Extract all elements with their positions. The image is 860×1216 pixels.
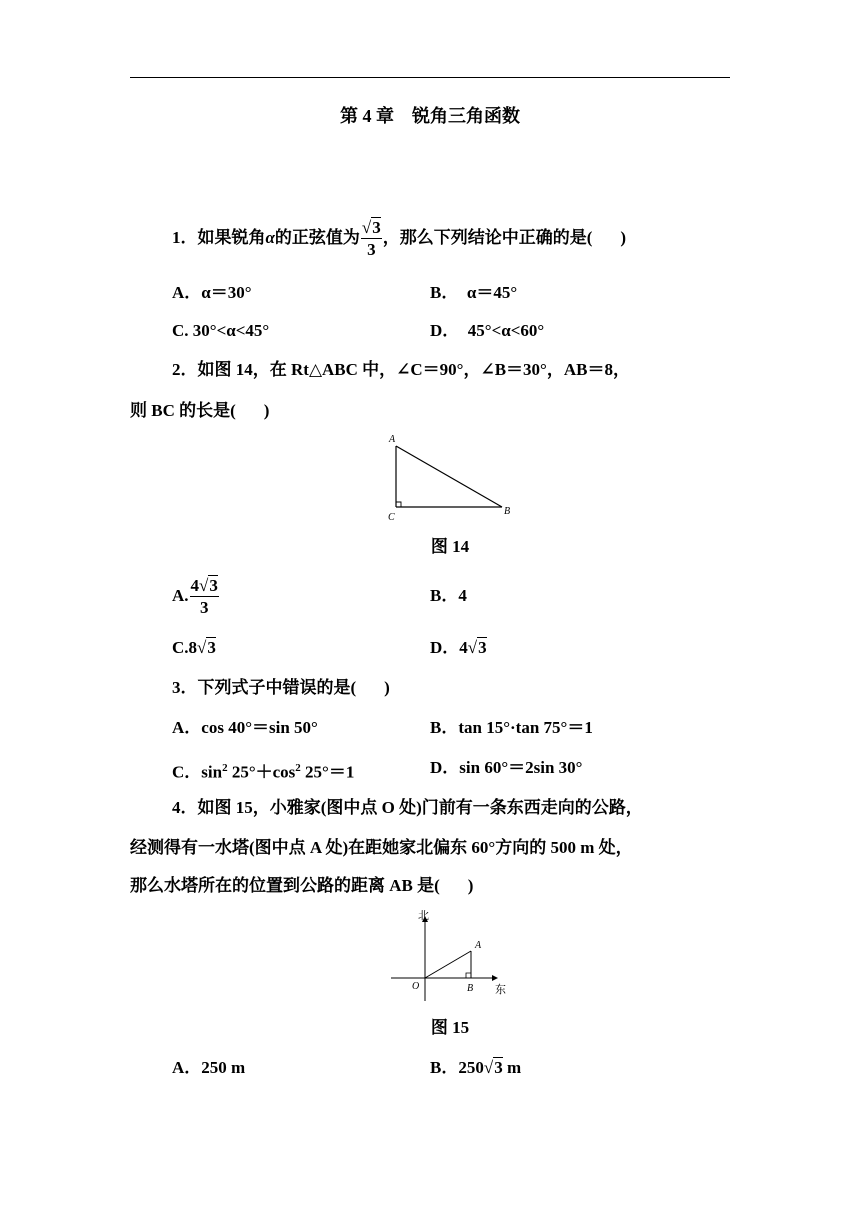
q4-close: ): [467, 876, 474, 895]
fig14-right-angle-mark: [396, 502, 401, 507]
q1-alpha: α: [265, 228, 275, 247]
figure-14: [380, 428, 520, 528]
q1-frac-numerator: [361, 218, 382, 239]
q4-line2: 经测得有一水塔(图中点 A 处)在距她家北偏东 60°方向的 500 m 处，: [130, 838, 633, 857]
fig15-north-label: 北: [418, 910, 429, 922]
q1-prefix: 1．如果锐角: [172, 228, 266, 247]
q4-option-b-sqrt: √3: [483, 1058, 503, 1077]
q4-line1: 4．如图 15，小雅家(图中点 O 处)门前有一条东西走向的公路，: [172, 798, 643, 817]
q2-line1: 2．如图 14，在 Rt△ABC 中，∠C＝90°，∠B＝30°，AB＝8，: [172, 360, 630, 379]
header-rule: [130, 77, 730, 78]
q1-option-b: B． α＝45°: [430, 283, 518, 302]
q3-text: 3．下列式子中错误的是(: [172, 678, 357, 697]
q2-option-a: [172, 568, 220, 624]
fig14-label-b: B: [504, 506, 511, 517]
q2-option-c-sqrt: √3: [197, 638, 216, 657]
fig14-side-ab: [396, 446, 502, 507]
q4-option-b-text: B．250: [430, 1058, 484, 1077]
q1-frac-denominator: 3: [367, 239, 376, 259]
q2-option-a-numerator: 4√3: [190, 575, 218, 595]
q2-option-c: [172, 636, 216, 660]
fig15-label-b: B: [467, 983, 474, 994]
q2-option-a-label: A.: [172, 586, 189, 605]
q4-option-b-unit: m: [502, 1058, 522, 1077]
q4-option-a: A．250 m: [172, 1058, 246, 1077]
q3-option-d: D．sin 60°＝2sin 30°: [430, 758, 583, 777]
fig15-right-angle-mark: [466, 973, 471, 978]
q1-close: ): [620, 228, 627, 247]
q4-option-b: [430, 1056, 521, 1080]
question-3: [172, 676, 390, 700]
q1-mid: 的正弦值为: [274, 228, 360, 247]
q2-option-b: B．4: [430, 586, 467, 605]
fig14-label-c: C: [388, 512, 395, 523]
q2-option-a-fraction: [190, 576, 219, 619]
fig15-segment-oa: [425, 951, 471, 978]
q1-option-a: A．α＝30°: [172, 283, 252, 302]
q2-option-d: [430, 636, 487, 660]
fig15-east-label: 东: [495, 984, 506, 996]
figure-15: [385, 905, 515, 1005]
q1-option-c: C. 30°<α<45°: [172, 321, 270, 340]
fig15-label-a: A: [475, 940, 482, 951]
q3-option-c: C．$\sin^2 25^\circ+\cos^2$ 25°＝1: [172, 762, 355, 782]
question-1: [172, 216, 626, 261]
fig15-label-o: O: [412, 981, 420, 992]
q3-close: ): [384, 678, 390, 697]
fig14-caption: 图 14: [430, 537, 470, 556]
q3-option-a: A．cos 40°＝sin 50°: [172, 718, 318, 737]
q2-line2: [130, 399, 269, 423]
q2-close: ): [263, 401, 270, 420]
chapter-title: 第 4 章 锐角三角函数: [340, 106, 520, 126]
q2-option-a-denominator: 3: [199, 597, 209, 617]
q4-line3: [130, 874, 473, 898]
q2-option-d-sqrt: √3: [467, 638, 487, 657]
q3-option-b: B．tan 15°·tan 75°＝1: [430, 718, 593, 737]
q1-sqrt: √3: [361, 217, 381, 237]
q1-option-d: D． 45°<α<60°: [430, 321, 545, 340]
q2-line2-text: 则 BC 的长是(: [130, 401, 236, 420]
q1-fraction: [361, 218, 382, 261]
q1-suffix: ，那么下列结论中正确的是(: [382, 228, 593, 247]
fig14-label-a: A: [389, 434, 396, 445]
q2-option-d-text: D．4: [430, 638, 468, 657]
q2-option-c-text: C.8: [172, 638, 198, 657]
fig15-caption: 图 15: [430, 1018, 470, 1037]
q4-line3-text: 那么水塔所在的位置到公路的距离 AB 是(: [130, 876, 440, 895]
